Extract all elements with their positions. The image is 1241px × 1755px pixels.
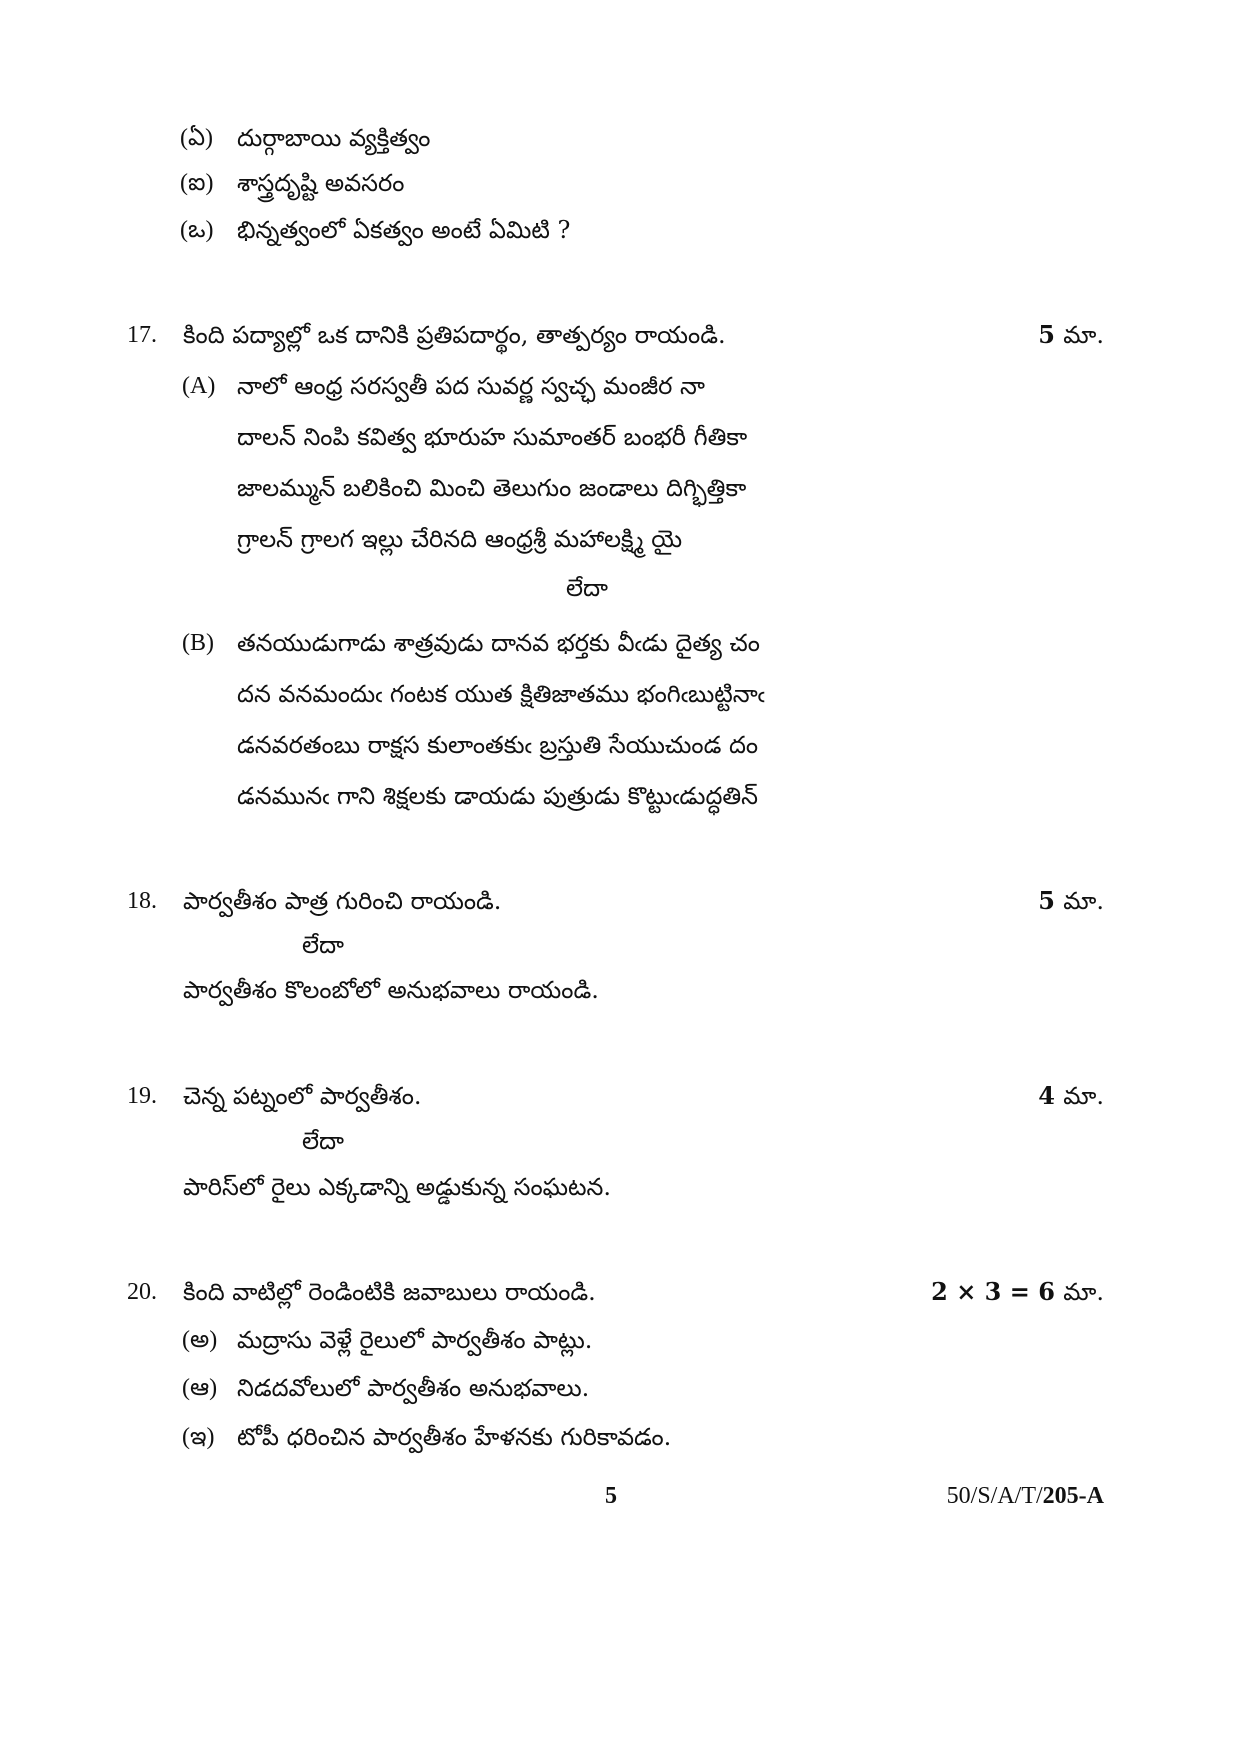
question-number: 17. [127, 322, 157, 348]
poem-line: దాలన్ నింపి కవిత్వ భూరుహ సుమాంతర్ బంభరీ గీతికా [237, 423, 748, 451]
paper-code-prefix: 50/S/A/T/ [946, 1483, 1043, 1509]
poem-line: దన వనమందుఁ గంటక యుత క్షితిజాతము భంగిఁబుట్టినాఁ [237, 680, 765, 708]
poem-label: (B) [182, 630, 214, 656]
poem-line: జాలమ్మున్ బలికించి మించి తెలుగుం జండాలు దిగ్భిత్తికా [237, 474, 747, 502]
marks-value: 5 [1038, 320, 1055, 349]
question-marks [1038, 320, 1104, 350]
intro-option-text: శాస్త్రదృష్టి అవసరం [237, 169, 405, 197]
intro-option-label: (ఒ) [180, 217, 214, 243]
question-text: కింది వాటిల్లో రెండింటికి జవాబులు రాయండి. [183, 1278, 596, 1306]
option-label: (ఆ) [182, 1375, 218, 1401]
question-number: 19. [127, 1083, 157, 1109]
intro-option-text: దుర్గాబాయి వ్యక్తిత్వం [237, 124, 431, 152]
marks-unit: మా. [1063, 1082, 1104, 1110]
marks-unit: మా. [1063, 887, 1104, 915]
marks-unit: మా. [1063, 321, 1104, 349]
marks-value: 2 × 3 = 6 [931, 1277, 1055, 1306]
question-marks [931, 1277, 1104, 1307]
poem-line: తనయుడుగాడు శాత్రవుడు దానవ భర్తకు వీఁడు దైత్య చం [237, 629, 760, 657]
marks-unit: మా. [1063, 1278, 1104, 1306]
intro-option-label: (ఐ) [180, 170, 214, 196]
paper-code [947, 1483, 1104, 1510]
option-text: మద్రాసు వెళ్లే రైలులో పార్వతీశం పాట్లు. [237, 1326, 593, 1354]
question-text: కింది పద్యాల్లో ఒక దానికి ప్రతిపదార్థం, తాత్పర్యం రాయండి. [183, 321, 726, 349]
marks-value: 5 [1038, 886, 1055, 915]
or-separator: లేదా [566, 574, 608, 602]
or-separator: లేదా [302, 931, 344, 959]
intro-option-label: (ఏ) [180, 125, 214, 151]
paper-code-suffix: 205-A [1042, 1483, 1104, 1509]
alternative-question: పారిస్‌లో రైలు ఎక్కడాన్ని అడ్డుకున్న సంఘటన. [183, 1173, 612, 1201]
poem-label: (A) [182, 373, 216, 399]
option-label: (ఇ) [182, 1424, 215, 1450]
poem-line: నాలో ఆంధ్ర సరస్వతీ పద సువర్ణ స్వచ్ఛ మంజీర నా [237, 372, 705, 400]
alternative-question: పార్వతీశం కొలంబోలో అనుభవాలు రాయండి. [183, 976, 599, 1004]
intro-option-text: భిన్నత్వంలో ఏకత్వం అంటే ఏమిటి ? [237, 216, 571, 244]
option-text: నిడదవోలులో పార్వతీశం అనుభవాలు. [237, 1374, 590, 1402]
option-label: (అ) [182, 1327, 218, 1353]
marks-value: 4 [1038, 1081, 1055, 1110]
question-marks [1038, 886, 1104, 916]
question-text: చెన్న పట్నంలో పార్వతీశం. [183, 1082, 422, 1110]
or-separator: లేదా [302, 1127, 344, 1155]
poem-line: గ్రాలన్ గ్రాలగ ఇల్లు చేరినది ఆంధ్రశ్రీ మహాలక్ష్మి యై [237, 525, 683, 553]
page-number: 5 [605, 1483, 617, 1509]
option-text: టోపీ ధరించిన పార్వతీశం హేళనకు గురికావడం. [237, 1423, 672, 1451]
poem-line: డనవరతంబు రాక్షస కులాంతకుఁ బ్రస్తుతి సేయుచుండ దం [237, 731, 759, 759]
question-number: 20. [127, 1279, 157, 1305]
poem-line: డనమునఁ గాని శిక్షలకు డాయడు పుత్రుడు కొట్టుఁడుద్ధతిన్ [237, 782, 759, 810]
question-number: 18. [127, 888, 157, 914]
question-text: పార్వతీశం పాత్ర గురించి రాయండి. [183, 887, 502, 915]
question-marks [1038, 1081, 1104, 1111]
